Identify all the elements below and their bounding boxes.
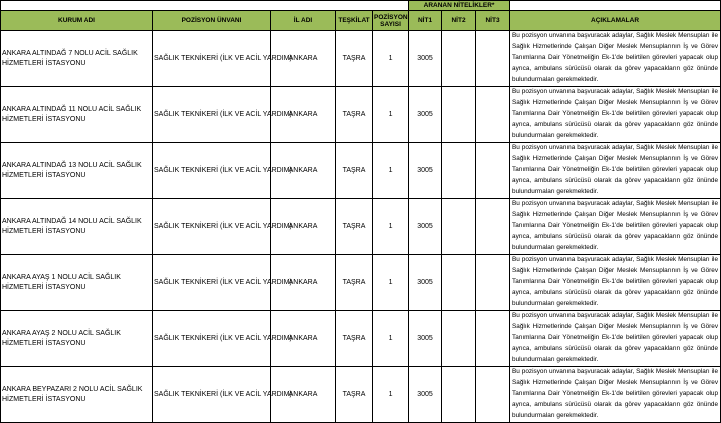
pozisyon-unvani-cell: SAĞLIK TEKNİKERİ (İLK VE ACİL YARDIM) (153, 143, 271, 199)
table-row (1, 143, 721, 199)
nit2-cell (442, 87, 476, 143)
pozisyon-sayisi-cell: 1 (373, 255, 409, 311)
nit2-cell (442, 199, 476, 255)
aciklama-cell: Bu pozisyon unvanına başvuracak adaylar, Sağlık Meslek Mensupları ile Sağlık Hizmetlerinde Çalışan Diğer Meslek Mensuplarının İş ve Görev Tanımlarına Dair Yönetmeliğin Ek-1'de belirtilen görevleri yapacak olup ayrıca, ambulans sürücüsü olarak da görev yapacakların göz önünde bulundurmaları gerekmektedir. (510, 143, 721, 199)
nit1-cell: 3005 (409, 367, 442, 423)
kurum-adi-cell: ANKARA ALTINDAĞ 7 NOLU ACİL SAĞLIK HİZMETLERİ İSTASYONU (1, 31, 153, 87)
pozisyon-sayisi-cell: 1 (373, 367, 409, 423)
kurum-adi-cell: ANKARA ALTINDAĞ 14 NOLU ACİL SAĞLIK HİZMETLERİ İSTASYONU (1, 199, 153, 255)
pozisyon-sayisi-cell: 1 (373, 311, 409, 367)
nit3-cell (476, 143, 510, 199)
nit1-cell: 3005 (409, 199, 442, 255)
il-adi-cell: ANKARA (271, 255, 336, 311)
col-nit1: NİT1 (409, 11, 442, 31)
nit2-cell (442, 311, 476, 367)
header-group-row (1, 1, 721, 11)
pozisyon-unvani-cell: SAĞLIK TEKNİKERİ (İLK VE ACİL YARDIM) (153, 199, 271, 255)
nit3-cell (476, 87, 510, 143)
nit3-cell (476, 367, 510, 423)
il-adi-cell: ANKARA (271, 311, 336, 367)
col-teskilat: TEŞKİLAT (336, 11, 373, 31)
pozisyon-unvani-cell: SAĞLIK TEKNİKERİ (İLK VE ACİL YARDIM) (153, 311, 271, 367)
kurum-adi-cell: ANKARA BEYPAZARI 2 NOLU ACİL SAĞLIK HİZMETLERİ İSTASYONU (1, 367, 153, 423)
header-row (1, 11, 721, 31)
il-adi-cell: ANKARA (271, 143, 336, 199)
col-pozisyon-sayisi-line2: SAYISI (380, 20, 401, 28)
il-adi-cell: ANKARA (271, 367, 336, 423)
header-blank-cell (510, 1, 721, 11)
nit1-cell: 3005 (409, 87, 442, 143)
teskilat-cell: TAŞRA (336, 143, 373, 199)
il-adi-cell: ANKARA (271, 87, 336, 143)
teskilat-cell: TAŞRA (336, 31, 373, 87)
col-nit3: NİT3 (476, 11, 510, 31)
nit3-cell (476, 199, 510, 255)
aciklama-cell: Bu pozisyon unvanına başvuracak adaylar, Sağlık Meslek Mensupları ile Sağlık Hizmetlerinde Çalışan Diğer Meslek Mensuplarının İş ve Görev Tanımlarına Dair Yönetmeliğin Ek-1'de belirtilen görevleri yapacak olup ayrıca, ambulans sürücüsü olarak da görev yapacakların göz önünde bulundurmaları gerekmektedir. (510, 311, 721, 367)
kurum-adi-cell: ANKARA ALTINDAĞ 13 NOLU ACİL SAĞLIK HİZMETLERİ İSTASYONU (1, 143, 153, 199)
teskilat-cell: TAŞRA (336, 311, 373, 367)
table-row (1, 199, 721, 255)
nit1-cell: 3005 (409, 143, 442, 199)
nit2-cell (442, 367, 476, 423)
pozisyon-sayisi-cell: 1 (373, 87, 409, 143)
aciklama-cell: Bu pozisyon unvanına başvuracak adaylar, Sağlık Meslek Mensupları ile Sağlık Hizmetlerinde Çalışan Diğer Meslek Mensuplarının İş ve Görev Tanımlarına Dair Yönetmeliğin Ek-1'de belirtilen görevleri yapacak olup ayrıca, ambulans sürücüsü olarak da görev yapacakların göz önünde bulundurmaları gerekmektedir. (510, 87, 721, 143)
col-nit2: NİT2 (442, 11, 476, 31)
pozisyon-unvani-cell: SAĞLIK TEKNİKERİ (İLK VE ACİL YARDIM) (153, 31, 271, 87)
nit3-cell (476, 311, 510, 367)
nit3-cell (476, 31, 510, 87)
table-row (1, 367, 721, 423)
teskilat-cell: TAŞRA (336, 367, 373, 423)
pozisyon-sayisi-cell: 1 (373, 31, 409, 87)
pozisyon-sayisi-cell: 1 (373, 199, 409, 255)
aciklama-cell: Bu pozisyon unvanına başvuracak adaylar, Sağlık Meslek Mensupları ile Sağlık Hizmetlerinde Çalışan Diğer Meslek Mensuplarının İş ve Görev Tanımlarına Dair Yönetmeliğin Ek-1'de belirtilen görevleri yapacak olup ayrıca, ambulans sürücüsü olarak da görev yapacakların göz önünde bulundurmaları gerekmektedir. (510, 255, 721, 311)
table-row (1, 311, 721, 367)
aciklama-cell: Bu pozisyon unvanına başvuracak adaylar, Sağlık Meslek Mensupları ile Sağlık Hizmetlerinde Çalışan Diğer Meslek Mensuplarının İş ve Görev Tanımlarına Dair Yönetmeliğin Ek-1'de belirtilen görevleri yapacak olup ayrıca, ambulans sürücüsü olarak da görev yapacakların göz önünde bulundurmaları gerekmektedir. (510, 199, 721, 255)
table-row (1, 87, 721, 143)
il-adi-cell: ANKARA (271, 199, 336, 255)
pozisyon-unvani-cell: SAĞLIK TEKNİKERİ (İLK VE ACİL YARDIM) (153, 367, 271, 423)
col-kurum-adi: KURUM ADI (1, 11, 153, 31)
nit1-cell: 3005 (409, 31, 442, 87)
il-adi-cell: ANKARA (271, 31, 336, 87)
nit1-cell: 3005 (409, 311, 442, 367)
col-pozisyon-unvani: POZİSYON ÜNVANI (153, 11, 271, 31)
teskilat-cell: TAŞRA (336, 87, 373, 143)
kurum-adi-cell: ANKARA ALTINDAĞ 11 NOLU ACİL SAĞLIK HİZMETLERİ İSTASYONU (1, 87, 153, 143)
pozisyon-sayisi-cell: 1 (373, 143, 409, 199)
kurum-adi-cell: ANKARA AYAŞ 1 NOLU ACİL SAĞLIK HİZMETLERİ İSTASYONU (1, 255, 153, 311)
header-blank-cell (1, 1, 409, 11)
nit2-cell (442, 31, 476, 87)
nit2-cell (442, 255, 476, 311)
aciklama-cell: Bu pozisyon unvanına başvuracak adaylar, Sağlık Meslek Mensupları ile Sağlık Hizmetlerinde Çalışan Diğer Meslek Mensuplarının İş ve Görev Tanımlarına Dair Yönetmeliğin Ek-1'de belirtilen görevleri yapacak olup ayrıca, ambulans sürücüsü olarak da görev yapacakların göz önünde bulundurmaları gerekmektedir. (510, 367, 721, 423)
col-pozisyon-sayisi-line1: POZİSYON (374, 13, 408, 21)
col-il-adi: İL ADI (271, 11, 336, 31)
pozisyon-unvani-cell: SAĞLIK TEKNİKERİ (İLK VE ACİL YARDIM) (153, 255, 271, 311)
col-aciklamalar: AÇIKLAMALAR (510, 11, 721, 31)
table-row (1, 31, 721, 87)
aranan-nitelikler-header: ARANAN NİTELİKLER* (409, 1, 510, 11)
teskilat-cell: TAŞRA (336, 199, 373, 255)
teskilat-cell: TAŞRA (336, 255, 373, 311)
nit1-cell: 3005 (409, 255, 442, 311)
pozisyon-unvani-cell: SAĞLIK TEKNİKERİ (İLK VE ACİL YARDIM) (153, 87, 271, 143)
nit3-cell (476, 255, 510, 311)
nit2-cell (442, 143, 476, 199)
kurum-adi-cell: ANKARA AYAŞ 2 NOLU ACİL SAĞLIK HİZMETLERİ İSTASYONU (1, 311, 153, 367)
table-row (1, 255, 721, 311)
col-pozisyon-sayisi (373, 11, 409, 31)
aciklama-cell: Bu pozisyon unvanına başvuracak adaylar, Sağlık Meslek Mensupları ile Sağlık Hizmetlerinde Çalışan Diğer Meslek Mensuplarının İş ve Görev Tanımlarına Dair Yönetmeliğin Ek-1'de belirtilen görevleri yapacak olup ayrıca, ambulans sürücüsü olarak da görev yapacakların göz önünde bulundurmaları gerekmektedir. (510, 31, 721, 87)
